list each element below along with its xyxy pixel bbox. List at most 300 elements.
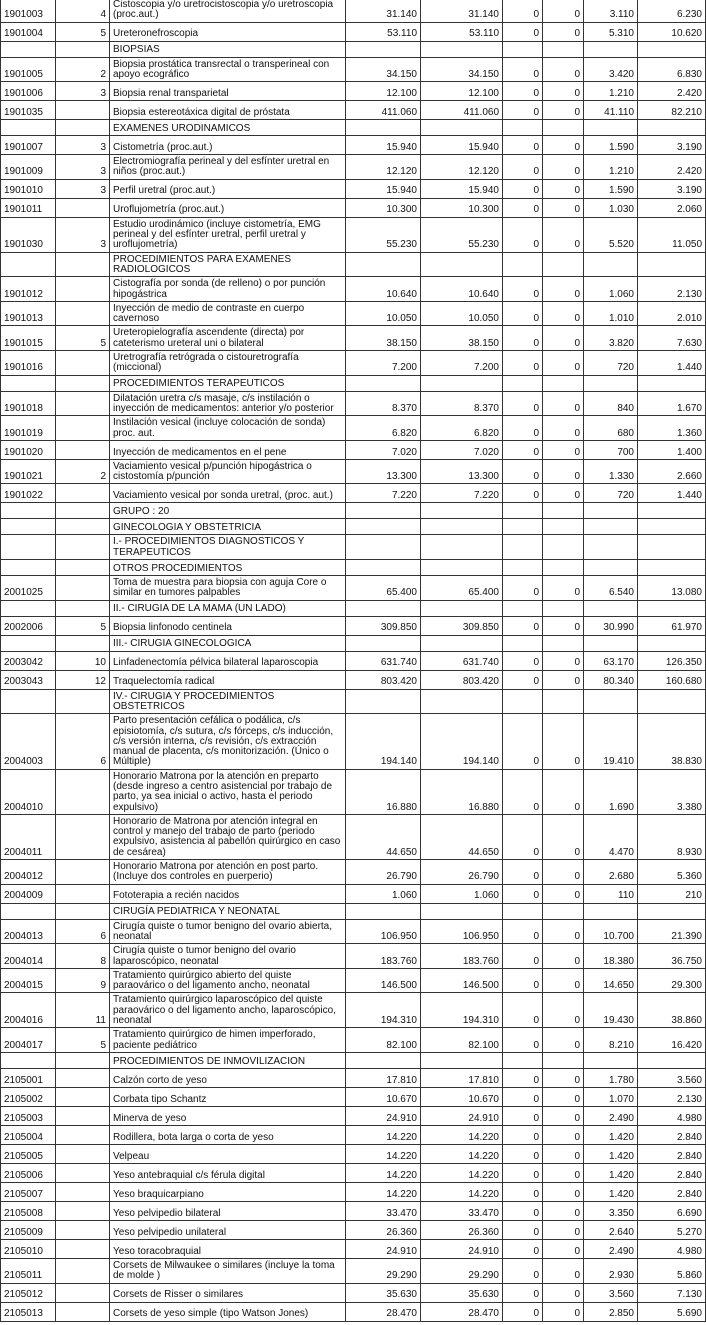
value-5-cell: 2.640 xyxy=(584,1220,638,1239)
value-6-cell: 8.930 xyxy=(638,814,706,859)
value-5-cell xyxy=(584,535,638,560)
description-cell: Uroflujometría (proc.aut.) xyxy=(110,198,346,217)
value-6-cell: 3.380 xyxy=(638,769,706,814)
value-5-cell: 1.420 xyxy=(584,1182,638,1201)
value-4-cell: 0 xyxy=(543,277,584,302)
table-row xyxy=(1,1220,706,1239)
group-cell xyxy=(56,120,110,136)
value-4-cell xyxy=(543,519,584,535)
section-heading-row xyxy=(1,689,706,714)
value-3-cell: 0 xyxy=(503,1144,543,1163)
description-cell: EXAMENES URODINAMICOS xyxy=(110,120,346,136)
value-6-cell: 5.690 xyxy=(638,1302,706,1321)
code-cell: 1901019 xyxy=(1,416,56,441)
value-3-cell xyxy=(503,120,543,136)
value-2-cell: 44.650 xyxy=(421,814,503,859)
value-4-cell xyxy=(543,41,584,57)
description-cell: Perfil uretral (proc.aut.) xyxy=(110,179,346,198)
description-cell: Honorario de Matrona por atención integral en control y manejo del trabajo de parto (periodo expulsivo, asistencia al pabellón quirúrgico en caso de cesárea) xyxy=(110,814,346,859)
value-4-cell: 0 xyxy=(543,1028,584,1053)
value-1-cell xyxy=(346,519,421,535)
description-cell: GRUPO : 20 xyxy=(110,503,346,519)
value-1-cell xyxy=(346,535,421,560)
value-3-cell: 0 xyxy=(503,968,543,993)
code-cell: 2004017 xyxy=(1,1028,56,1053)
group-cell: 3 xyxy=(56,136,110,155)
group-cell xyxy=(56,1239,110,1258)
value-5-cell: 1.590 xyxy=(584,179,638,198)
group-cell: 5 xyxy=(56,1028,110,1053)
value-3-cell xyxy=(503,41,543,57)
table-row xyxy=(1,1258,706,1283)
code-cell xyxy=(1,503,56,519)
value-3-cell: 0 xyxy=(503,860,543,885)
value-6-cell xyxy=(638,519,706,535)
value-1-cell xyxy=(346,252,421,277)
value-3-cell xyxy=(503,375,543,391)
value-4-cell: 0 xyxy=(543,217,584,252)
value-3-cell xyxy=(503,560,543,576)
value-2-cell: 17.810 xyxy=(421,1068,503,1087)
description-cell: Biopsia renal transparietal xyxy=(110,82,346,101)
value-2-cell: 14.220 xyxy=(421,1182,503,1201)
code-cell: 2003042 xyxy=(1,651,56,670)
description-cell: Instilación vesical (incluye colocación de sonda) proc. aut. xyxy=(110,416,346,441)
group-cell: 8 xyxy=(56,944,110,969)
value-4-cell: 0 xyxy=(543,884,584,903)
value-1-cell: 7.220 xyxy=(346,484,421,503)
code-cell: 2004011 xyxy=(1,814,56,859)
description-cell: Yeso pelvipedio bilateral xyxy=(110,1201,346,1220)
value-4-cell: 0 xyxy=(543,416,584,441)
value-1-cell: 34.150 xyxy=(346,57,421,82)
table-row xyxy=(1,1239,706,1258)
description-cell: GINECOLOGIA Y OBSTETRICIA xyxy=(110,519,346,535)
description-cell: Cistometría (proc.aut.) xyxy=(110,136,346,155)
value-1-cell: 16.880 xyxy=(346,769,421,814)
section-heading-row xyxy=(1,252,706,277)
value-5-cell: 1.420 xyxy=(584,1144,638,1163)
code-cell: 2002006 xyxy=(1,616,56,635)
table-row xyxy=(1,326,706,351)
value-1-cell: 194.310 xyxy=(346,993,421,1028)
group-cell xyxy=(56,484,110,503)
value-6-cell: 5.860 xyxy=(638,1258,706,1283)
value-3-cell: 0 xyxy=(503,440,543,459)
group-cell xyxy=(56,391,110,416)
code-cell: 2004012 xyxy=(1,860,56,885)
value-3-cell: 0 xyxy=(503,277,543,302)
value-2-cell: 194.310 xyxy=(421,993,503,1028)
value-6-cell: 3.190 xyxy=(638,136,706,155)
value-5-cell xyxy=(584,120,638,136)
value-4-cell: 0 xyxy=(543,1239,584,1258)
table-row xyxy=(1,651,706,670)
value-4-cell: 0 xyxy=(543,198,584,217)
value-1-cell: 411.060 xyxy=(346,101,421,120)
value-2-cell xyxy=(421,535,503,560)
value-4-cell: 0 xyxy=(543,391,584,416)
code-cell xyxy=(1,519,56,535)
table-row xyxy=(1,1182,706,1201)
value-2-cell: 10.640 xyxy=(421,277,503,302)
value-4-cell: 0 xyxy=(543,814,584,859)
code-cell: 2105009 xyxy=(1,1220,56,1239)
group-cell xyxy=(56,1163,110,1182)
value-3-cell xyxy=(503,519,543,535)
group-cell xyxy=(56,576,110,601)
value-6-cell xyxy=(638,560,706,576)
code-cell: 1901005 xyxy=(1,57,56,82)
value-6-cell: 2.130 xyxy=(638,1087,706,1106)
code-cell xyxy=(1,560,56,576)
value-6-cell xyxy=(638,903,706,919)
group-cell xyxy=(56,1220,110,1239)
group-cell xyxy=(56,416,110,441)
group-cell: 5 xyxy=(56,326,110,351)
value-4-cell: 0 xyxy=(543,670,584,689)
code-cell: 1901003 xyxy=(1,0,56,22)
description-cell: Yeso antebraquial c/s férula digital xyxy=(110,1163,346,1182)
group-cell xyxy=(56,198,110,217)
value-1-cell: 803.420 xyxy=(346,670,421,689)
group-cell xyxy=(56,1258,110,1283)
section-heading-row xyxy=(1,120,706,136)
value-3-cell xyxy=(503,252,543,277)
section-heading-row xyxy=(1,41,706,57)
value-2-cell xyxy=(421,689,503,714)
group-cell xyxy=(56,41,110,57)
value-6-cell xyxy=(638,689,706,714)
value-5-cell: 1.010 xyxy=(584,301,638,326)
table-row xyxy=(1,860,706,885)
group-cell xyxy=(56,1087,110,1106)
value-3-cell xyxy=(503,1052,543,1068)
group-cell xyxy=(56,1144,110,1163)
group-cell xyxy=(56,440,110,459)
value-1-cell: 7.200 xyxy=(346,351,421,376)
value-3-cell: 0 xyxy=(503,179,543,198)
value-3-cell: 0 xyxy=(503,884,543,903)
value-3-cell xyxy=(503,503,543,519)
table-row xyxy=(1,1028,706,1053)
table-row xyxy=(1,22,706,41)
value-4-cell: 0 xyxy=(543,101,584,120)
value-3-cell: 0 xyxy=(503,136,543,155)
code-cell: 1901013 xyxy=(1,301,56,326)
table-row xyxy=(1,1302,706,1321)
value-2-cell xyxy=(421,635,503,651)
group-cell: 11 xyxy=(56,993,110,1028)
group-cell xyxy=(56,277,110,302)
value-5-cell: 4.470 xyxy=(584,814,638,859)
value-2-cell: 309.850 xyxy=(421,616,503,635)
code-cell xyxy=(1,535,56,560)
value-5-cell: 6.540 xyxy=(584,576,638,601)
value-4-cell: 0 xyxy=(543,769,584,814)
table-row xyxy=(1,179,706,198)
value-5-cell: 2.930 xyxy=(584,1258,638,1283)
description-cell: Corsets de Milwaukee o similares (incluye la toma de molde ) xyxy=(110,1258,346,1283)
value-6-cell: 2.840 xyxy=(638,1125,706,1144)
value-1-cell xyxy=(346,503,421,519)
code-cell: 1901007 xyxy=(1,136,56,155)
value-4-cell: 0 xyxy=(543,1258,584,1283)
value-2-cell xyxy=(421,120,503,136)
value-5-cell: 14.650 xyxy=(584,968,638,993)
description-cell: Dilatación uretra c/s masaje, c/s instilación o inyección de medicamentos: anterior y/o posterior xyxy=(110,391,346,416)
section-heading-row xyxy=(1,1052,706,1068)
value-1-cell: 29.290 xyxy=(346,1258,421,1283)
value-6-cell xyxy=(638,375,706,391)
code-cell xyxy=(1,252,56,277)
value-2-cell xyxy=(421,41,503,57)
value-5-cell: 3.560 xyxy=(584,1283,638,1302)
value-2-cell: 7.220 xyxy=(421,484,503,503)
value-5-cell xyxy=(584,1052,638,1068)
value-1-cell: 10.050 xyxy=(346,301,421,326)
code-cell: 1901004 xyxy=(1,22,56,41)
value-1-cell xyxy=(346,120,421,136)
value-5-cell: 1.420 xyxy=(584,1125,638,1144)
value-6-cell xyxy=(638,535,706,560)
code-cell xyxy=(1,375,56,391)
description-cell: Parto presentación cefálica o podálica, c/s episiotomía, c/s sutura, c/s fórceps, c/s inducción, c/s versión interna, c/s revisión, c/s extracción manual de placenta, c/s monitorización. (Único o Múltiple) xyxy=(110,714,346,769)
code-cell: 1901035 xyxy=(1,101,56,120)
value-1-cell: 7.020 xyxy=(346,440,421,459)
code-cell xyxy=(1,635,56,651)
description-cell: Cirugía quiste o tumor benigno del ovario abierta, neonatal xyxy=(110,919,346,944)
value-4-cell: 0 xyxy=(543,484,584,503)
description-cell: Biopsia prostática transrectal o transperineal con apoyo ecográfico xyxy=(110,57,346,82)
table-row xyxy=(1,1163,706,1182)
group-cell xyxy=(56,689,110,714)
value-5-cell xyxy=(584,635,638,651)
description-cell: Vaciamiento vesical p/punción hipogástrica o cistostomía p/punción xyxy=(110,459,346,484)
value-1-cell: 12.100 xyxy=(346,82,421,101)
value-1-cell: 15.940 xyxy=(346,179,421,198)
group-cell xyxy=(56,1125,110,1144)
value-2-cell: 631.740 xyxy=(421,651,503,670)
value-3-cell: 0 xyxy=(503,1182,543,1201)
value-3-cell: 0 xyxy=(503,1125,543,1144)
value-6-cell: 4.980 xyxy=(638,1106,706,1125)
description-cell: BIOPSIAS xyxy=(110,41,346,57)
value-2-cell: 31.140 xyxy=(421,0,503,22)
value-2-cell xyxy=(421,903,503,919)
value-6-cell: 61.970 xyxy=(638,616,706,635)
value-2-cell: 82.100 xyxy=(421,1028,503,1053)
value-4-cell: 0 xyxy=(543,1220,584,1239)
group-cell xyxy=(56,301,110,326)
table-row xyxy=(1,616,706,635)
value-5-cell: 3.350 xyxy=(584,1201,638,1220)
value-3-cell: 0 xyxy=(503,1220,543,1239)
value-6-cell xyxy=(638,503,706,519)
value-1-cell xyxy=(346,689,421,714)
code-cell: 2004014 xyxy=(1,944,56,969)
value-3-cell: 0 xyxy=(503,1258,543,1283)
value-1-cell: 28.470 xyxy=(346,1302,421,1321)
description-cell: Minerva de yeso xyxy=(110,1106,346,1125)
code-cell: 1901020 xyxy=(1,440,56,459)
table-row xyxy=(1,301,706,326)
value-3-cell: 0 xyxy=(503,459,543,484)
section-heading-row xyxy=(1,560,706,576)
value-4-cell xyxy=(543,600,584,616)
value-4-cell: 0 xyxy=(543,0,584,22)
value-4-cell xyxy=(543,503,584,519)
value-4-cell xyxy=(543,903,584,919)
table-row xyxy=(1,1125,706,1144)
description-cell: Yeso toracobraquial xyxy=(110,1239,346,1258)
value-2-cell: 24.910 xyxy=(421,1106,503,1125)
value-4-cell: 0 xyxy=(543,301,584,326)
description-cell: Calzón corto de yeso xyxy=(110,1068,346,1087)
value-2-cell: 146.500 xyxy=(421,968,503,993)
code-cell xyxy=(1,120,56,136)
group-cell: 5 xyxy=(56,22,110,41)
value-6-cell: 2.660 xyxy=(638,459,706,484)
tariff-table-body xyxy=(1,0,706,1321)
value-2-cell: 35.630 xyxy=(421,1283,503,1302)
value-5-cell xyxy=(584,600,638,616)
code-cell: 2105013 xyxy=(1,1302,56,1321)
value-6-cell: 3.190 xyxy=(638,179,706,198)
value-6-cell xyxy=(638,1052,706,1068)
group-cell: 6 xyxy=(56,714,110,769)
value-6-cell: 4.980 xyxy=(638,1239,706,1258)
value-2-cell: 55.230 xyxy=(421,217,503,252)
value-6-cell: 1.360 xyxy=(638,416,706,441)
value-2-cell: 194.140 xyxy=(421,714,503,769)
value-1-cell xyxy=(346,560,421,576)
description-cell: Biopsia linfonodo centinela xyxy=(110,616,346,635)
table-row xyxy=(1,1068,706,1087)
value-1-cell: 631.740 xyxy=(346,651,421,670)
section-heading-row xyxy=(1,375,706,391)
description-cell: Corsets de Risser o similares xyxy=(110,1283,346,1302)
section-heading-row xyxy=(1,519,706,535)
group-cell: 3 xyxy=(56,179,110,198)
description-cell: OTROS PROCEDIMIENTOS xyxy=(110,560,346,576)
value-3-cell: 0 xyxy=(503,82,543,101)
description-cell: Traquelectomía radical xyxy=(110,670,346,689)
value-1-cell xyxy=(346,903,421,919)
value-1-cell: 6.820 xyxy=(346,416,421,441)
value-5-cell xyxy=(584,689,638,714)
value-4-cell: 0 xyxy=(543,1068,584,1087)
code-cell: 1901006 xyxy=(1,82,56,101)
description-cell: II.- CIRUGIA DE LA MAMA (UN LADO) xyxy=(110,600,346,616)
value-5-cell: 1.420 xyxy=(584,1163,638,1182)
value-5-cell: 2.490 xyxy=(584,1239,638,1258)
table-row xyxy=(1,155,706,180)
value-3-cell xyxy=(503,535,543,560)
value-4-cell: 0 xyxy=(543,440,584,459)
value-1-cell: 14.220 xyxy=(346,1163,421,1182)
table-row xyxy=(1,82,706,101)
value-2-cell: 34.150 xyxy=(421,57,503,82)
group-cell xyxy=(56,519,110,535)
value-1-cell: 1.060 xyxy=(346,884,421,903)
value-2-cell xyxy=(421,252,503,277)
table-row xyxy=(1,714,706,769)
code-cell: 2004003 xyxy=(1,714,56,769)
value-3-cell: 0 xyxy=(503,1028,543,1053)
value-1-cell: 106.950 xyxy=(346,919,421,944)
value-5-cell: 41.110 xyxy=(584,101,638,120)
value-5-cell: 30.990 xyxy=(584,616,638,635)
value-4-cell xyxy=(543,689,584,714)
value-5-cell xyxy=(584,252,638,277)
group-cell: 6 xyxy=(56,919,110,944)
value-3-cell: 0 xyxy=(503,1283,543,1302)
value-4-cell: 0 xyxy=(543,576,584,601)
code-cell xyxy=(1,903,56,919)
value-2-cell: 411.060 xyxy=(421,101,503,120)
group-cell xyxy=(56,1283,110,1302)
value-3-cell: 0 xyxy=(503,714,543,769)
value-5-cell: 840 xyxy=(584,391,638,416)
value-3-cell: 0 xyxy=(503,57,543,82)
value-6-cell: 2.060 xyxy=(638,198,706,217)
description-cell: Tratamiento quirúrgico laparoscópico del quiste paraovárico o del ligamento ancho, laparoscópico, neonatal xyxy=(110,993,346,1028)
group-cell xyxy=(56,535,110,560)
description-cell: Corbata tipo Schantz xyxy=(110,1087,346,1106)
description-cell: Cirugía quiste o tumor benigno del ovario laparoscópico, neonatal xyxy=(110,944,346,969)
code-cell: 1901011 xyxy=(1,198,56,217)
value-4-cell: 0 xyxy=(543,351,584,376)
code-cell: 1901012 xyxy=(1,277,56,302)
table-row xyxy=(1,136,706,155)
value-1-cell: 33.470 xyxy=(346,1201,421,1220)
group-cell xyxy=(56,375,110,391)
code-cell: 2105010 xyxy=(1,1239,56,1258)
table-row xyxy=(1,391,706,416)
table-row xyxy=(1,1201,706,1220)
value-3-cell: 0 xyxy=(503,651,543,670)
value-4-cell xyxy=(543,535,584,560)
value-4-cell: 0 xyxy=(543,651,584,670)
value-1-cell: 10.300 xyxy=(346,198,421,217)
value-1-cell: 8.370 xyxy=(346,391,421,416)
value-1-cell: 53.110 xyxy=(346,22,421,41)
value-4-cell xyxy=(543,1052,584,1068)
value-2-cell: 29.290 xyxy=(421,1258,503,1283)
description-cell: Velpeau xyxy=(110,1144,346,1163)
code-cell: 2105002 xyxy=(1,1087,56,1106)
code-cell: 1901015 xyxy=(1,326,56,351)
value-6-cell: 3.560 xyxy=(638,1068,706,1087)
description-cell: Corsets de yeso simple (tipo Watson Jones) xyxy=(110,1302,346,1321)
value-5-cell: 1.690 xyxy=(584,769,638,814)
description-cell: PROCEDIMIENTOS PARA EXAMENES RADIOLOGICOS xyxy=(110,252,346,277)
value-1-cell xyxy=(346,41,421,57)
group-cell xyxy=(56,600,110,616)
code-cell: 2001025 xyxy=(1,576,56,601)
table-row xyxy=(1,217,706,252)
value-1-cell: 17.810 xyxy=(346,1068,421,1087)
value-4-cell xyxy=(543,375,584,391)
value-1-cell: 55.230 xyxy=(346,217,421,252)
value-4-cell xyxy=(543,560,584,576)
group-cell xyxy=(56,1052,110,1068)
value-4-cell: 0 xyxy=(543,919,584,944)
description-cell: Estudio urodinámico (incluye cistometría, EMG perineal y del esfínter uretral, perfil uretral y uroflujometría) xyxy=(110,217,346,252)
value-6-cell: 2.840 xyxy=(638,1144,706,1163)
value-2-cell: 10.050 xyxy=(421,301,503,326)
